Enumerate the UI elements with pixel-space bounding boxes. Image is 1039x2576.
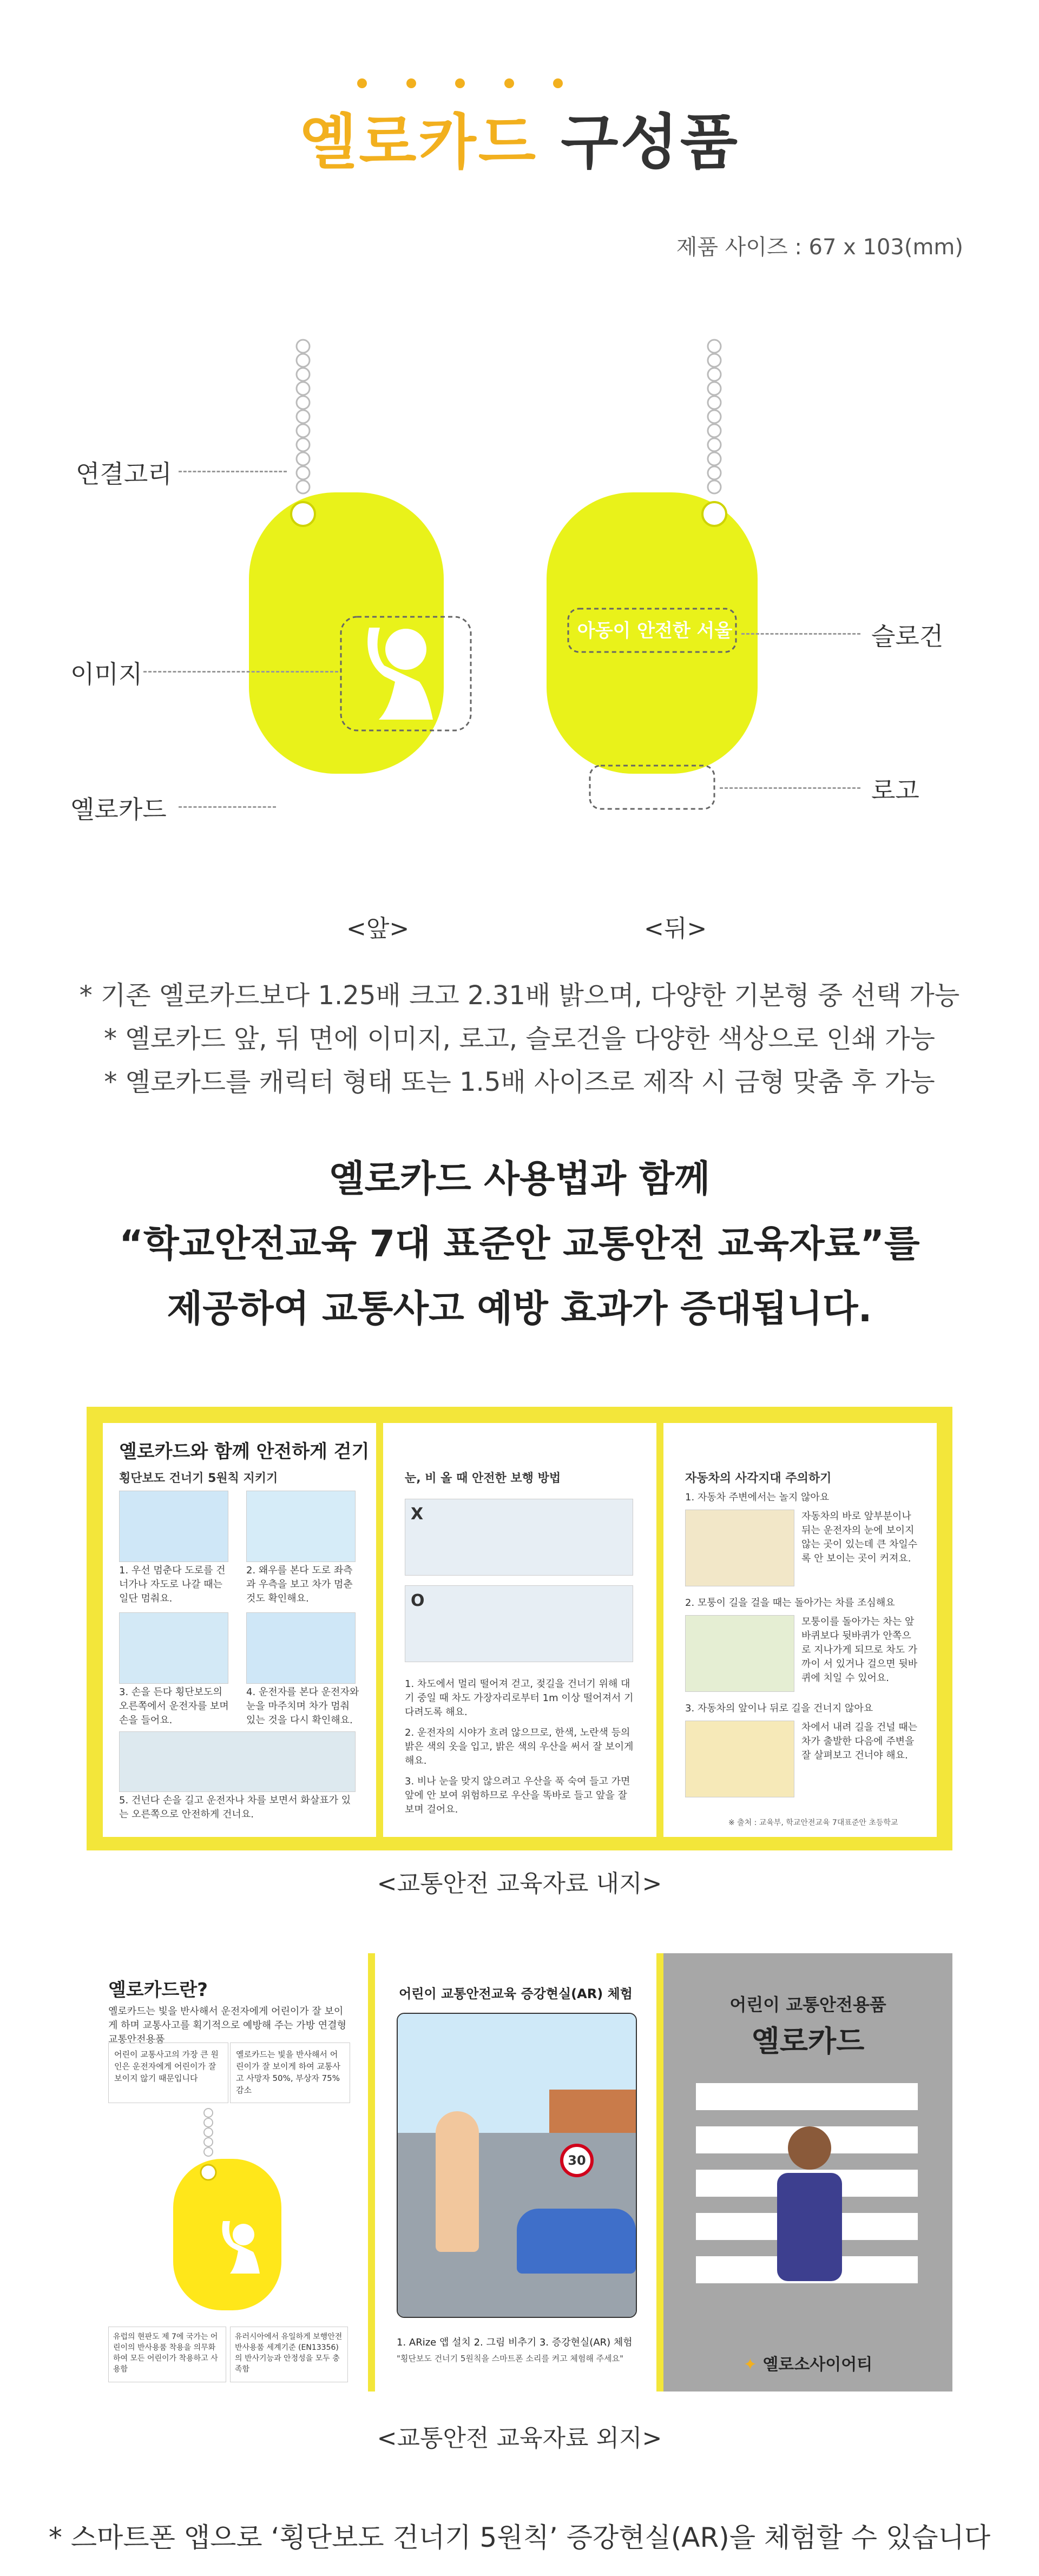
cover-line1: 어린이 교통안전용품	[729, 1994, 886, 2015]
crossing-illustration	[119, 1612, 228, 1684]
headline-line: “학교안전교육 7대 표준안 교통안전 교육자료”를	[119, 1223, 920, 1266]
inner-caption: <교통안전 교육자료 내지>	[377, 1870, 662, 1898]
feature-notes	[0, 974, 1039, 1104]
step-text: 1. 우선 멈춘다 도로를 건너가나 자도로 나갈 때는 일단 멈춰요.	[119, 1565, 226, 1604]
title-dots	[357, 78, 563, 88]
yellow-card-icon	[162, 2105, 292, 2321]
title-brand: 옐로카드	[299, 108, 538, 177]
label-card: 옐로카드	[70, 795, 167, 824]
logo-mark	[595, 774, 714, 800]
inner-p2-subtitle: 눈, 비 올 때 안전한 보행 방법	[405, 1472, 561, 1485]
outer-panel-3	[663, 1953, 952, 2391]
back-caption: <뒤>	[644, 915, 707, 943]
ar-steps: 1. ARize 앱 설치 2. 그림 비추기 3. 증강현실(AR) 체험	[397, 2337, 633, 2348]
rain-tip: 2. 운전자의 시야가 흐려 않으므로, 한색, 노란색 등의 밝은 색의 옷을 입고, 밝은 색의 우산을 써서 잘 보이게 해요.	[405, 1727, 634, 1767]
bottom-note: * 스마트폰 앱으로 ‘횡단보도 건너기 5원칙’ 증강현실(AR)을 체험할 수 있습니다	[48, 2522, 991, 2553]
ar-scene-illustration	[397, 2013, 637, 2318]
back-ball-chain	[708, 340, 721, 493]
ar-instruction: "횡단보도 건너기 5원칙을 스마트폰 소리를 켜고 체험해 주세요"	[397, 2354, 623, 2363]
inner-panel-3	[663, 1423, 937, 1837]
blindspot-heading: 3. 자동차의 앞이나 뒤로 길을 건너지 않아요	[685, 1703, 873, 1714]
speed-limit-sign: 30	[560, 2144, 594, 2177]
blindspot-text: 모퉁이를 돌아가는 차는 앞바퀴보다 뒷바퀴가 안쪽으로 지나가게 되므로 차도 가까이 서 있거나 걸으면 뒷바퀴에 치일 수 있어요.	[801, 1616, 918, 1684]
crossing-illustration	[246, 1612, 356, 1684]
info-box: 옐로카드는 빛을 반사해서 어린이가 잘 보이게 하여 교통사고 사망자 50%, 부상자 75% 감소	[230, 2043, 350, 2103]
child-back-figure	[772, 2126, 847, 2321]
step-text: 3. 손을 든다 횡단보도의 오른쪽에서 운전자를 보며 손을 들어요.	[119, 1686, 229, 1726]
back-ring-hole	[702, 502, 726, 526]
crossing-illustration	[119, 1731, 356, 1792]
blindspot-illustration	[685, 1510, 794, 1586]
seoul-logo-icon: ✦	[595, 778, 611, 800]
leader-logo	[720, 787, 860, 789]
inner-panel-2	[383, 1423, 656, 1837]
rain-tip: 1. 차도에서 멀리 떨어져 걷고, 젖길을 건너기 위해 대기 중일 때 차도 가장자리로부터 1m 이상 떨어져서 기다려도록 해요.	[405, 1678, 634, 1718]
inner-p1-subtitle: 횡단보도 건너기 5원칙 지키기	[119, 1472, 278, 1485]
rain-tip: 3. 비나 눈을 맞지 않으려고 우산을 푹 숙여 들고 가면 앞에 안 보여 위험하므로 우산을 똑바로 들고 앞을 잘 보며 걸어요.	[405, 1776, 630, 1815]
label-ring: 연결고리	[76, 459, 172, 489]
cover-line2: 옐로카드	[751, 2024, 865, 2058]
info-box: 유러시아에서 유일하게 보행안전 반사용품 세계기준 (EN13356)의 반사기능과 안정성을 모두 충족함	[230, 2327, 348, 2382]
outer-p2-title: 어린이 교통안전교육 증강현실(AR) 체험	[399, 1986, 633, 2001]
leader-ring	[179, 471, 287, 472]
headline-line: 제공하여 교통사고 예방 효과가 증대됩니다.	[167, 1288, 872, 1330]
outer-booklet	[87, 1953, 952, 2391]
outer-panel-2	[375, 1953, 656, 2391]
headline	[0, 1147, 1039, 1342]
leader-image	[143, 671, 338, 673]
step-text: 5. 건넌다 손을 길고 운전자나 차를 보면서 화살표가 있는 오른쪽으로 안전하게 건너요.	[119, 1795, 351, 1820]
blindspot-illustration	[685, 1615, 794, 1692]
blindspot-heading: 1. 자동차 주변에서는 놀지 않아요	[685, 1492, 830, 1503]
cover-brand-text: 옐로소사이어티	[762, 2355, 873, 2374]
car	[517, 2209, 636, 2274]
source-note: ※ 출처 : 교육부, 학교안전교육 7대표준안 초등학교	[728, 1819, 898, 1827]
blindspot-illustration	[685, 1721, 794, 1797]
slogan-text: 아동이 안전한 서울	[577, 620, 733, 642]
logo-text: 서울특별시	[617, 778, 706, 800]
outer-caption: <교통안전 교육자료 외지>	[377, 2425, 662, 2452]
outer-panel-1	[87, 1953, 368, 2391]
inner-booklet	[87, 1407, 952, 1850]
label-logo: 로고	[871, 776, 919, 805]
step-text: 4. 운전자를 본다 운전자와 눈을 마주치며 차가 멈춰 있는 것을 다시 확인해요.	[246, 1686, 359, 1726]
note-line: * 옐로카드를 캐릭터 형태 또는 1.5배 사이즈로 제작 시 금형 맞춤 후 가능	[104, 1067, 935, 1097]
outer-p1-title: 옐로카드란?	[108, 1979, 208, 2001]
blindspot-text: 자동차의 바로 앞부분이나 뒤는 운전자의 눈에 보이지 않는 곳이 있는데 큰 차일수록 안 보이는 곳이 커져요.	[801, 1511, 918, 1564]
crossing-illustration	[119, 1491, 228, 1562]
page-title	[0, 95, 1039, 180]
rain-walk-illustration	[405, 1499, 633, 1576]
label-slogan: 슬로건	[871, 622, 944, 651]
inner-p1-title: 옐로카드와 함께 안전하게 걷기	[119, 1441, 370, 1462]
leader-slogan	[741, 633, 860, 635]
outer-p1-intro: 옐로카드는 빛을 반사해서 운전자에게 어린이가 잘 보이게 하며 교통사고를 획기적으로 예방해 주는 가방 연결형 교통안전용품	[108, 2006, 346, 2045]
step-text: 2. 왜우를 본다 도로 좌측과 우측을 보고 차가 멈춘 것도 확인해요.	[246, 1565, 353, 1604]
cover-brand	[663, 2351, 952, 2375]
rain-walk-illustration	[405, 1585, 633, 1662]
inner-panel-1	[103, 1423, 376, 1837]
title-rest: 구성품	[537, 108, 740, 177]
society-logo-icon: ✦	[743, 2355, 757, 2374]
note-line: * 기존 옐로카드보다 1.25배 크고 2.31배 밝으며, 다양한 기본형 중 선택 가능	[79, 980, 960, 1011]
label-image: 이미지	[70, 660, 143, 689]
inner-p3-subtitle: 자동차의 사각지대 주의하기	[685, 1472, 832, 1485]
front-ring-hole	[291, 502, 315, 526]
product-size: 제품 사이즈 : 67 x 103(mm)	[676, 235, 963, 260]
blindspot-heading: 2. 모퉁이 길을 걸을 때는 돌아가는 차를 조심해요	[685, 1597, 895, 1609]
correct-mark: O	[411, 1591, 425, 1610]
front-ball-chain	[297, 340, 310, 493]
note-line: * 옐로카드 앞, 뒤 면에 이미지, 로고, 슬로건을 다양한 색상으로 인쇄 가능	[104, 1024, 935, 1054]
front-caption: <앞>	[346, 915, 410, 943]
blindspot-text: 차에서 내려 길을 건널 때는 차가 출발한 다음에 주변을 잘 살펴보고 건너야 해요.	[801, 1722, 918, 1761]
crossing-illustration	[246, 1491, 356, 1562]
leader-card	[179, 806, 276, 808]
headline-line: 옐로카드 사용법과 함께	[328, 1158, 711, 1201]
info-box: 유럽의 현판도 제 7에 국가는 어린이의 반사용품 착용을 의무화하여 모든 어린이가 착용하고 사용함	[108, 2327, 226, 2382]
info-box: 어린이 교통사고의 가장 큰 원인은 운전자에게 어린이가 잘 보이지 않기 때문입니다	[108, 2043, 228, 2103]
child-figure	[436, 2111, 479, 2252]
wrong-mark: X	[411, 1505, 424, 1524]
